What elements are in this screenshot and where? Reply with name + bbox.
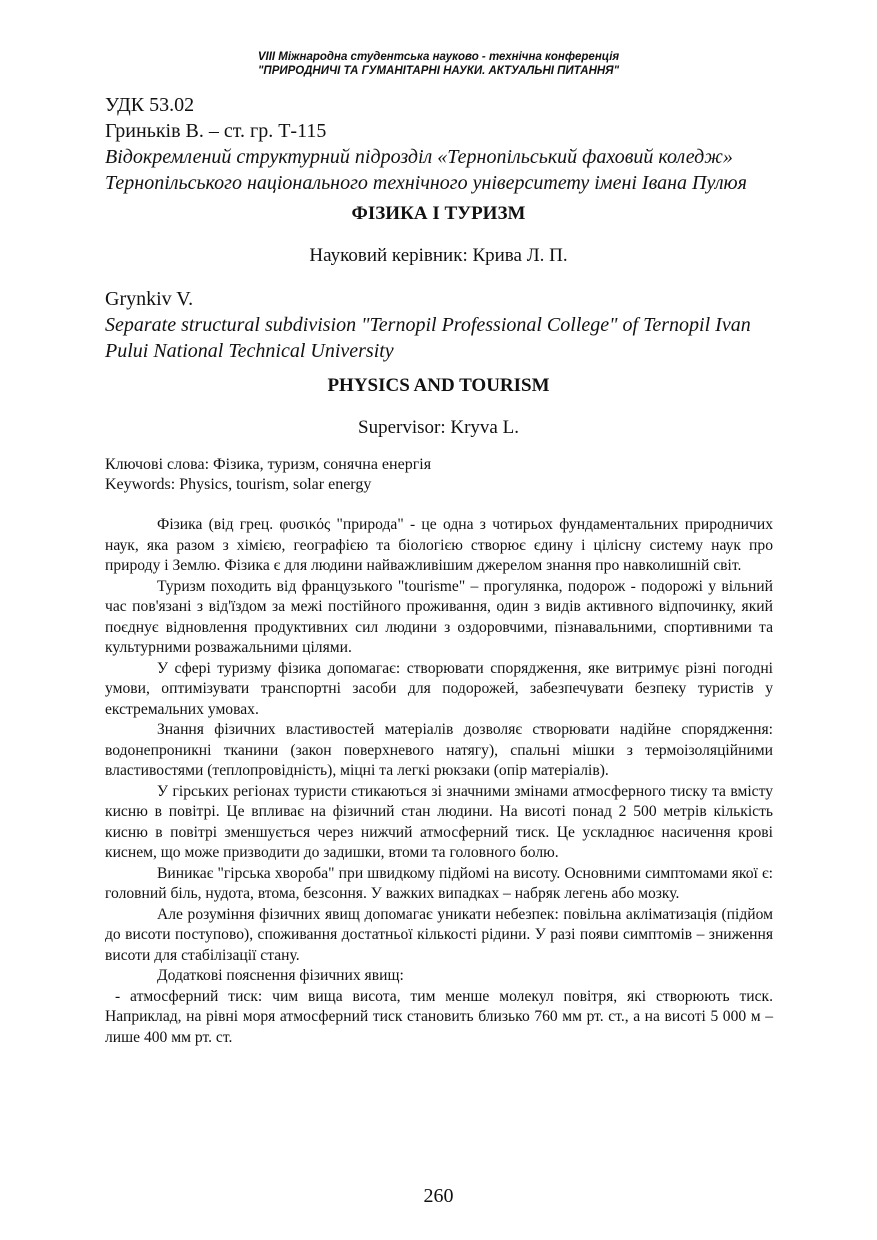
affiliation-ua-line1: Відокремлений структурний підрозділ «Тернопільський фаховий коледж» (105, 146, 733, 168)
keywords-ua: Ключові слова: Фізика, туризм, сонячна енергія (105, 456, 432, 473)
page-number: 260 (423, 1185, 454, 1207)
author-ua: Гриньків В. – ст. гр. Т-115 (105, 120, 327, 142)
bullet-item: - атмосферний тиск: чим вища висота, тим менше молекул повітря, які створюють тиск. Наприклад, на рівні моря атмосферний тиск становить близько 760 мм рт. ст., а на висоті 5 000 м – лише 400 мм рт. ст. (105, 987, 773, 1046)
conference-header-line2: "ПРИРОДНИЧІ ТА ГУМАНІТАРНІ НАУКИ. АКТУАЛЬНІ ПИТАННЯ" (257, 65, 620, 77)
affiliation-en-line2: Pului National Technical University (105, 340, 394, 362)
affiliation-ua-line2: Тернопільського національного технічного університету імені Івана Пулюя (105, 172, 747, 194)
article-body (105, 515, 773, 1048)
paragraph-6: Виникає "гірська хвороба" при швидкому підйомі на висоту. Основними симптомами якої є: головний біль, нудота, втома, безсоння. У важких випадках – набряк легень або мозку. (105, 864, 773, 902)
author-en: Grynkiv V. (105, 288, 194, 310)
paragraph-7: Але розуміння фізичних явищ допомагає уникати небезпек: повільна акліматизація (підйом до висоти поступово), споживання достатньої кількості рідини. У разі появи симптомів – зниження висоти для стабілізації стану. (105, 905, 773, 964)
author-block-en (105, 286, 773, 364)
paragraph-5: У гірських регіонах туристи стикаються зі значними змінами атмосферного тиску та вмісту кисню в повітрі. Це впливає на фізичний стан людини. На висоті понад 2 500 метрів кількість кисню в повітрі зменшується через нижчий атмосферний тиск. Це ускладнює насичення крові киснем, що може призводити до задишки, втоми та головного болю. (105, 782, 773, 861)
supervisor-en: Supervisor: Kryva L. (358, 417, 519, 438)
affiliation-en-line1: Separate structural subdivision "Ternopil Professional College" of Ternopil Ivan (105, 314, 751, 336)
conference-header (0, 50, 877, 78)
paragraph-2: Туризм походить від французького "tourisme" – прогулянка, подорож - подорожі у вільний час пов'язані з від'їздом за межі постійного проживання, один з видів активного відпочинку, який поєднує відновлення продуктивних сил людини з оздоровчими, пізнавальними, спортивними та культурними розважальними цілями. (105, 577, 773, 656)
paragraph-3: У сфері туризму фізика допомагає: створювати спорядження, яке витримує різні погодні умови, оптимізувати транспортні засоби для подорожей, забезпечувати безпеку туристів у екстремальних умовах. (105, 659, 773, 718)
udk-code: УДК 53.02 (105, 94, 195, 116)
title-en: PHYSICS AND TOURISM (327, 375, 550, 396)
conference-header-line1: VIII Міжнародна студентська науково - технічна конференція (257, 51, 620, 63)
author-block-ua (105, 92, 773, 196)
title-ua: ФІЗИКА І ТУРИЗМ (351, 203, 526, 224)
supervisor-ua: Науковий керівник: Крива Л. П. (309, 245, 568, 266)
paragraph-1: Фізика (від грец. φυσικός "природа" - це одна з чотирьох фундаментальних природничих наук, яка разом з хімією, географією та біологією створює єдину і цілісну систему наук про природу і Землю. Фізика є для людини найважливішим джерелом знання про навколишній світ. (105, 516, 773, 574)
paragraph-8: Додаткові пояснення фізичних явищ: (157, 967, 404, 984)
keywords-en: Keywords: Physics, tourism, solar energy (105, 476, 372, 493)
paragraph-4: Знання фізичних властивостей матеріалів дозволяє створювати надійне спорядження: водонепроникні тканини (закон поверхневого натягу), спальні мішки з термоізоляційними властивостями (теплопровідність), міцні та легкі рюкзаки (опір матеріалів). (105, 721, 773, 779)
keywords-block (105, 455, 773, 495)
